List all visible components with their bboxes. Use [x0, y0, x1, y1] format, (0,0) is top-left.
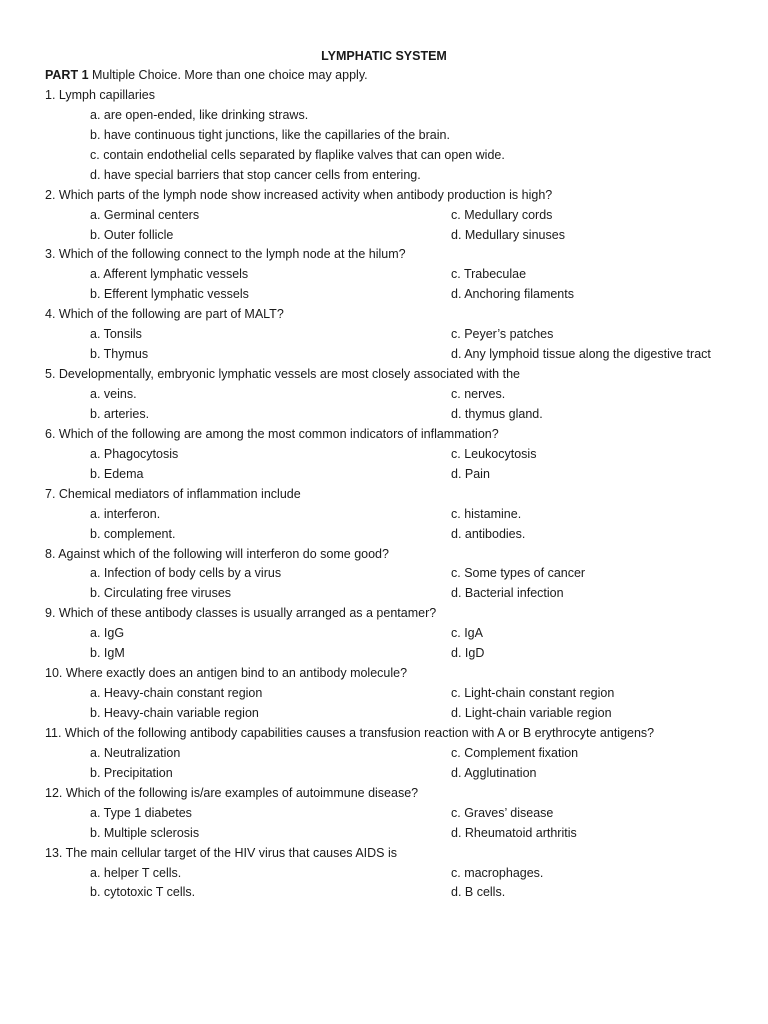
answer-option: d. Pain: [451, 466, 490, 481]
answer-row: [45, 505, 760, 525]
answer-row: [45, 744, 760, 764]
answer-option: c. Peyer’s patches: [451, 327, 554, 342]
answer-option: c. Leukocytosis: [451, 446, 537, 461]
answer-option: a. Infection of body cells by a virus: [90, 566, 282, 581]
part-heading: [45, 66, 760, 86]
answer-option: c. Light-chain constant region: [451, 686, 615, 701]
answer-option: d. have special barriers that stop cancer cells from entering.: [90, 167, 421, 182]
question-stem: 3. Which of the following connect to the lymph node at the hilum?: [45, 247, 406, 262]
answer-row: [45, 864, 760, 884]
question-stem: 9. Which of these antibody classes is usually arranged as a pentamer?: [45, 606, 437, 621]
answer-row: [45, 226, 760, 246]
answer-option: c. histamine.: [451, 506, 522, 521]
answer-option: c. Complement fixation: [451, 745, 579, 760]
answer-option: d. IgD: [451, 646, 485, 661]
answer-row: [45, 704, 760, 724]
answer-option: c. Graves’ disease: [451, 805, 554, 820]
answer-option: d. Medullary sinuses: [451, 227, 565, 242]
answer-option: a. Neutralization: [90, 745, 181, 760]
answer-option: b. Multiple sclerosis: [90, 825, 200, 840]
answer-option: b. IgM: [90, 646, 125, 661]
answer-row: [45, 883, 760, 903]
answer-row: [45, 285, 760, 305]
question-stem: 5. Developmentally, embryonic lymphatic vessels are most closely associated with the: [45, 367, 520, 382]
answer-option: d. Light-chain variable region: [451, 706, 612, 720]
question-stem: 8. Against which of the following will interferon do some good?: [45, 546, 389, 561]
question-stem: 10. Where exactly does an antigen bind to an antibody molecule?: [45, 666, 408, 681]
answer-option: a. Heavy-chain constant region: [90, 686, 263, 701]
answer-option: d. Rheumatoid arthritis: [451, 825, 577, 840]
answer-option: a. Afferent lymphatic vessels: [90, 267, 249, 282]
answer-option: c. contain endothelial cells separated by flaplike valves that can open wide.: [90, 147, 505, 162]
answer-option: b. Precipitation: [90, 765, 173, 780]
question-stem: 1. Lymph capillaries: [45, 87, 156, 102]
answer-option: d. Any lymphoid tissue along the digestive tract: [451, 347, 711, 362]
answer-row: [45, 445, 760, 465]
answer-option: a. Phagocytosis: [90, 446, 179, 461]
answer-option: a. interferon.: [90, 506, 161, 521]
answer-option: d. Bacterial infection: [451, 586, 564, 601]
answer-option: d. antibodies.: [451, 526, 526, 541]
answer-option: c. Medullary cords: [451, 207, 553, 222]
document-title: LYMPHATIC SYSTEM: [321, 49, 447, 63]
question-stem: 2. Which parts of the lymph node show increased activity when antibody production is high?: [45, 187, 553, 202]
answer-row: [45, 804, 760, 824]
answer-option: a. IgG: [90, 626, 125, 641]
answer-option: b. complement.: [90, 526, 176, 541]
answer-option: c. nerves.: [451, 387, 506, 401]
answer-option: d. Anchoring filaments: [451, 287, 574, 302]
answer-option: d. thymus gland.: [451, 406, 543, 421]
answer-option: c. Trabeculae: [451, 267, 527, 282]
question-stem: 6. Which of the following are among the most common indicators of inflammation?: [45, 426, 499, 441]
answer-option: c. IgA: [451, 626, 483, 641]
answer-option: c. macrophages.: [451, 865, 544, 880]
answer-option: b. have continuous tight junctions, like the capillaries of the brain.: [90, 127, 450, 142]
part-instruction: Multiple Choice. More than one choice may apply.: [88, 68, 368, 82]
answer-row: [45, 465, 760, 485]
question-stem: 12. Which of the following is/are examples of autoimmune disease?: [45, 785, 419, 800]
answer-option: b. Efferent lymphatic vessels: [90, 287, 249, 302]
answer-row: [45, 385, 760, 405]
answer-option: b. Outer follicle: [90, 227, 174, 242]
question-stem: 13. The main cellular target of the HIV virus that causes AIDS is: [45, 845, 398, 860]
answer-option: b. Heavy-chain variable region: [90, 706, 259, 720]
question-stem: 7. Chemical mediators of inflammation include: [45, 486, 301, 501]
answer-row: [45, 525, 760, 545]
answer-option: d. B cells.: [451, 885, 506, 900]
answer-option: b. Edema: [90, 466, 144, 481]
answer-option: c. Some types of cancer: [451, 566, 586, 581]
answer-option: a. are open-ended, like drinking straws.: [90, 107, 309, 122]
answer-option: b. Thymus: [90, 347, 149, 362]
answer-row: [45, 206, 760, 226]
answer-row: [45, 584, 760, 604]
question-stem: 4. Which of the following are part of MALT?: [45, 307, 284, 322]
answer-row: [45, 265, 760, 285]
question-stem: 11. Which of the following antibody capabilities causes a transfusion reaction with A or B erythrocyte antigens?: [45, 725, 655, 740]
answer-row: [45, 824, 760, 844]
answer-row: [45, 624, 760, 644]
answer-option: b. cytotoxic T cells.: [90, 885, 196, 900]
answer-row: [45, 325, 760, 345]
answer-row: [45, 644, 760, 664]
question-list: [45, 66, 760, 903]
answer-option: a. Germinal centers: [90, 207, 200, 222]
answer-option: a. helper T cells.: [90, 865, 182, 880]
answer-option: a. veins.: [90, 387, 137, 401]
answer-row: [45, 405, 760, 425]
answer-row: [45, 684, 760, 704]
answer-option: a. Type 1 diabetes: [90, 805, 192, 820]
answer-row: [45, 764, 760, 784]
answer-option: b. Circulating free viruses: [90, 586, 232, 601]
answer-option: d. Agglutination: [451, 765, 537, 780]
part-label: PART 1: [45, 68, 89, 82]
answer-row: [45, 345, 760, 365]
answer-option: b. arteries.: [90, 406, 150, 421]
answer-row: [45, 564, 760, 584]
answer-option: a. Tonsils: [90, 327, 142, 342]
